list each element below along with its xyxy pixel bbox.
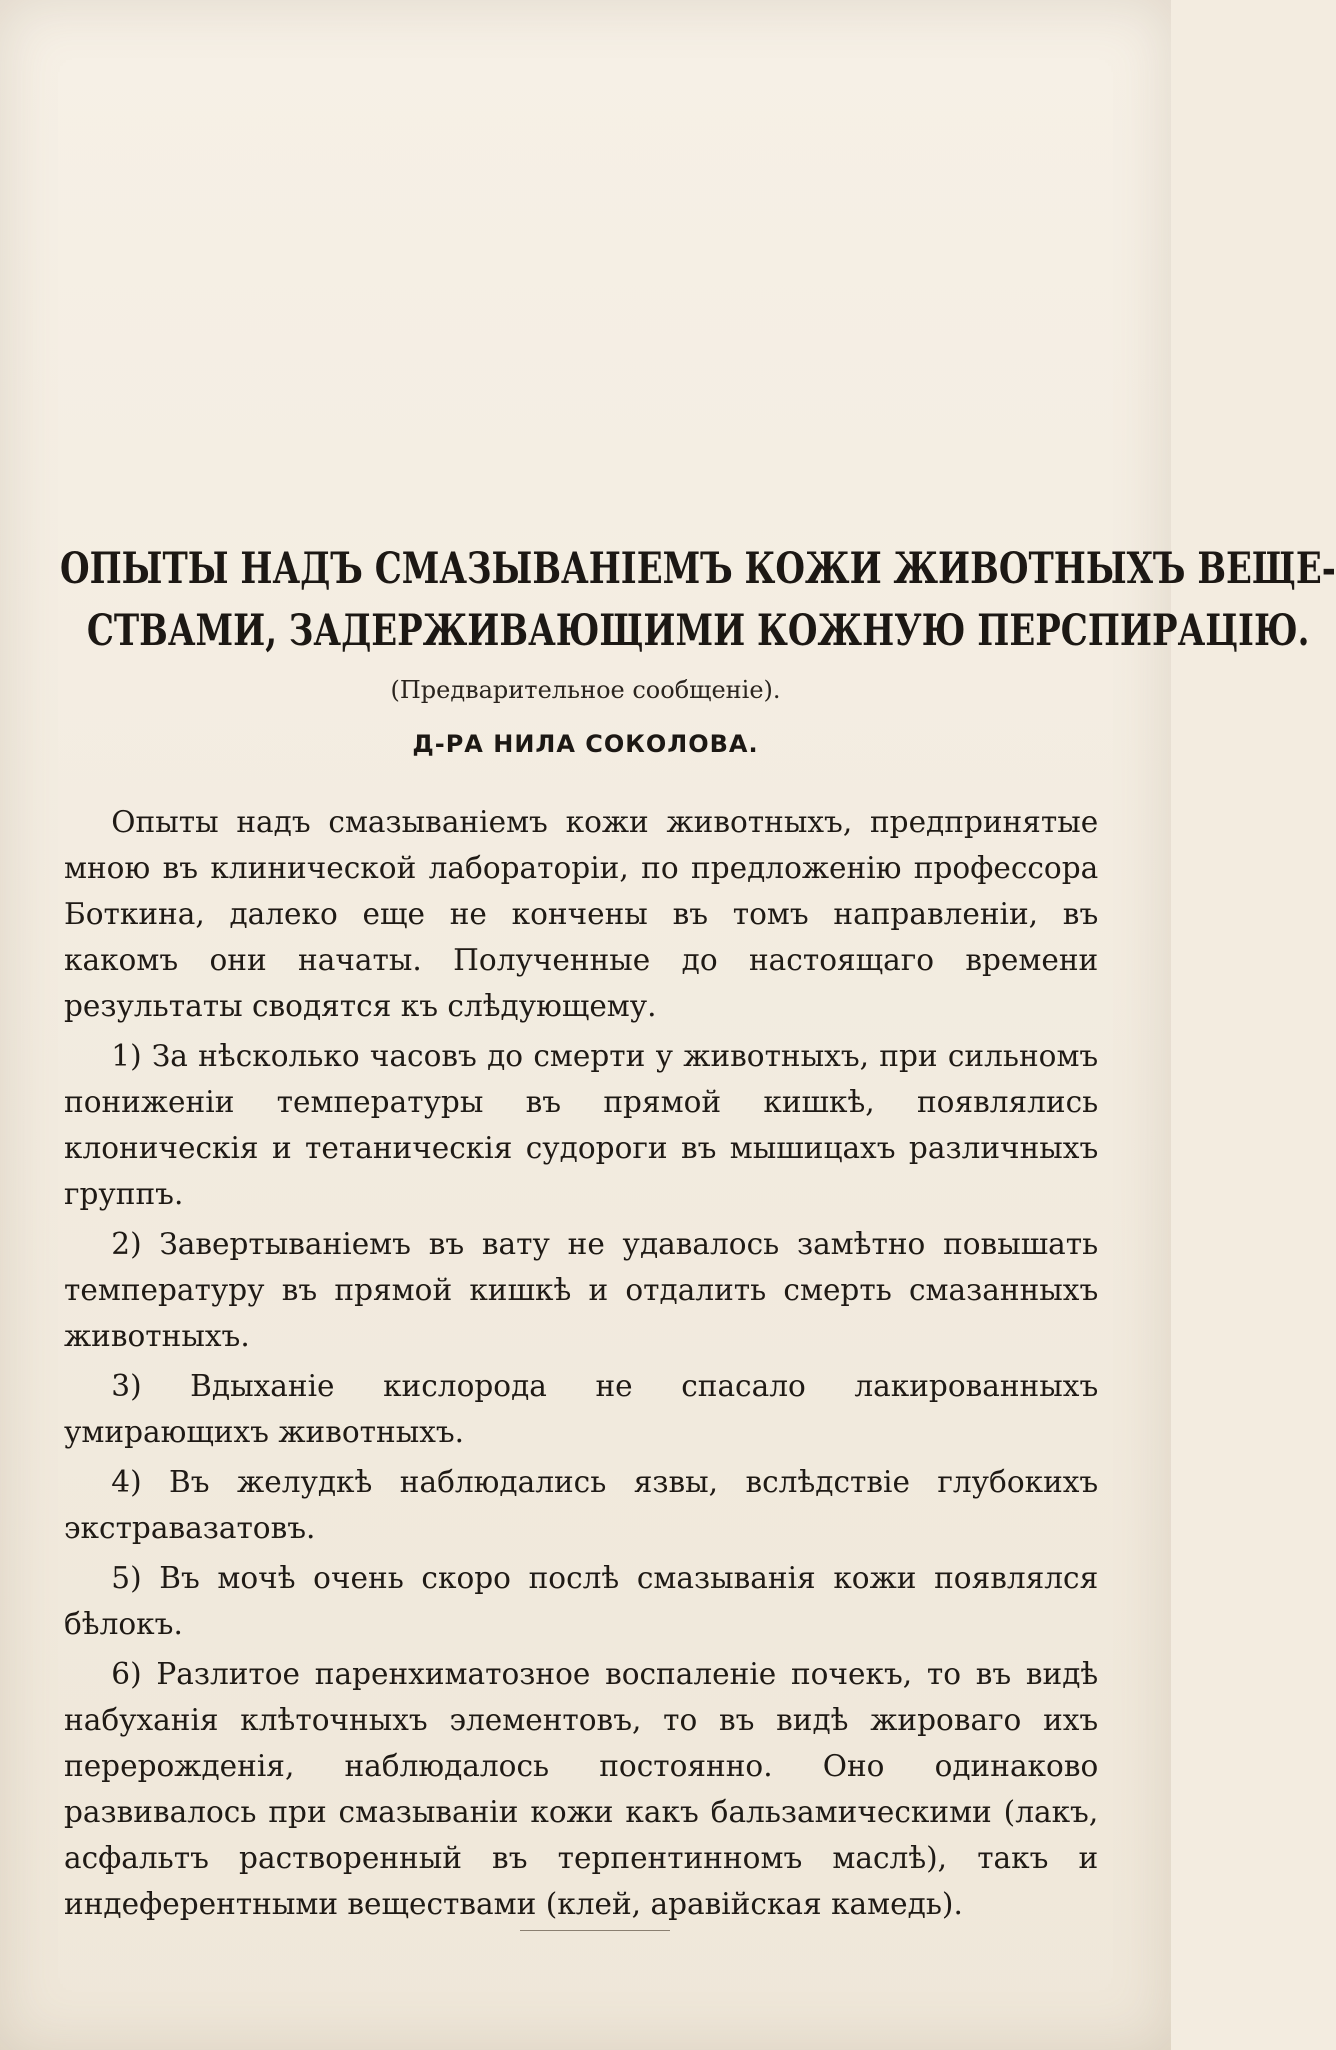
article-body bbox=[64, 800, 1098, 1932]
section-divider bbox=[520, 1930, 670, 1931]
article-title bbox=[60, 538, 1336, 662]
finding-item-3: 3) Вдыханіе кислорода не спасало лакированныхъ умирающихъ животныхъ. bbox=[64, 1369, 1099, 1450]
finding-item-4: 4) Въ желудкѣ наблюдались язвы, вслѣдствіе глубокихъ экстравазатовъ. bbox=[64, 1465, 1099, 1546]
title-line-2: СТВАМИ, ЗАДЕРЖИВАЮЩИМИ КОЖНУЮ ПЕРСПИРАЦІЮ. bbox=[86, 606, 1310, 656]
finding-item-2: 2) Завертываніемъ въ вату не удавалось замѣтно повышать температуру въ прямой кишкѣ и отдалить смерть смазанныхъ животныхъ. bbox=[64, 1227, 1099, 1354]
article-subtitle: (Предварительное сообщеніе). bbox=[390, 676, 781, 704]
finding-item-6: 6) Разлитое паренхиматозное воспаленіе почекъ, то въ видѣ набуханія клѣточныхъ элементовъ, то въ видѣ жироваго ихъ перерожденія, наблюдалось постоянно. Оно одинаково развивалось при смазываніи кожи какъ бальзамическими (лакъ, асфальтъ растворенный въ терпентинномъ маслѣ), такъ и индеферентными веществами (клей, аравійская камедь). bbox=[64, 1657, 1099, 1922]
finding-item-1: 1) За нѣсколько часовъ до смерти у животныхъ, при сильномъ пониженіи температуры въ прямой кишкѣ, появлялись клоническія и тетаническія судороги въ мышицахъ различныхъ группъ. bbox=[64, 1039, 1099, 1212]
title-line-1: ОПЫТЫ НАДЪ СМАЗЫВАНІЕМЪ КОЖИ ЖИВОТНЫХЪ ВЕЩЕ- bbox=[60, 544, 1336, 594]
article-author: Д-РА НИЛА СОКОЛОВА. bbox=[412, 730, 759, 758]
finding-item-5: 5) Въ мочѣ очень скоро послѣ смазыванія кожи появлялся бѣлокъ. bbox=[64, 1561, 1099, 1642]
intro-paragraph: Опыты надъ смазываніемъ кожи животныхъ, предпринятые мною въ клинической лабораторіи, по предложенію профессора Боткина, далеко еще не кончены въ томъ направленіи, въ какомъ они начаты. Полученные до настоящаго времени результаты сводятся къ слѣдующему. bbox=[64, 805, 1099, 1024]
